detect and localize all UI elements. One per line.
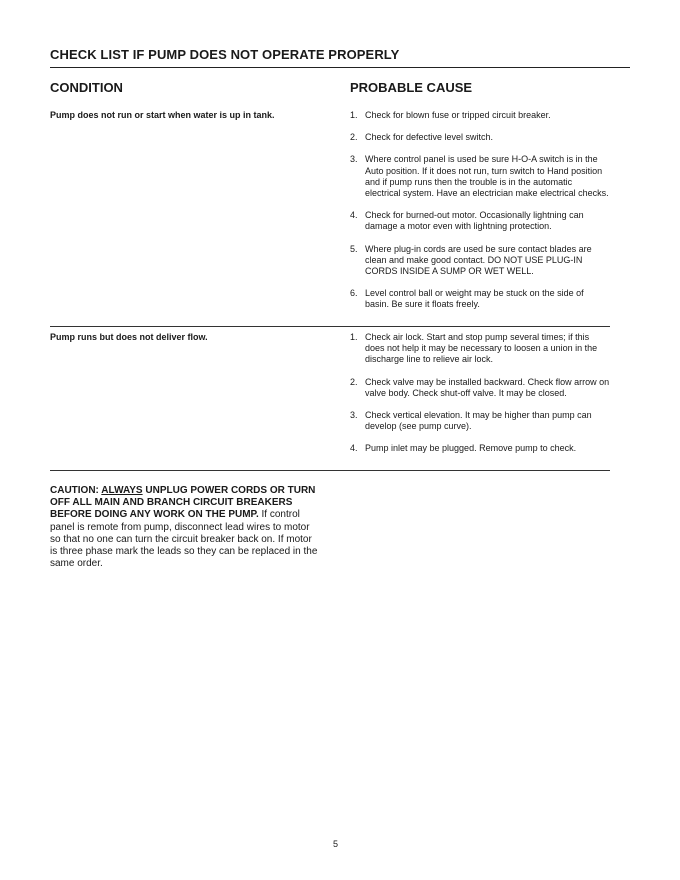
cause-number: 3.: [350, 410, 358, 421]
cause-item: [350, 288, 610, 310]
cause-item: [350, 443, 610, 454]
cause-item: [350, 132, 610, 143]
cause-number: 6.: [350, 288, 358, 299]
caution-notice: [50, 485, 320, 570]
caution-label: CAUTION:: [50, 485, 102, 496]
page-number: 5: [333, 839, 339, 849]
cause-number: 5.: [350, 243, 358, 254]
cause-item: [350, 377, 610, 399]
cause-item: [350, 154, 610, 199]
section-divider: [50, 470, 610, 471]
probable-cause-list: [350, 332, 610, 466]
section-divider: [50, 326, 610, 327]
column-header-probable-cause: PROBABLE CAUSE: [350, 80, 473, 95]
cause-text: Check for defective level switch.: [365, 132, 494, 143]
cause-text: Check for blown fuse or tripped circuit breaker.: [365, 110, 551, 120]
cause-text: Where plug-in cords are used be sure contact blades are clean and make good contact. DO NOT USE PLUG-IN CORDS INSIDE A SUMP OR WET WELL.: [365, 243, 592, 277]
cause-number: 4.: [350, 210, 358, 221]
cause-number: 2.: [350, 132, 358, 143]
cause-text: Check valve may be installed backward. Check flow arrow on valve body. Check shut-off valve. It may be closed.: [365, 376, 610, 398]
cause-number: 4.: [350, 443, 358, 454]
cause-text: Level control ball or weight may be stuck on the side of basin. Be sure it floats freely.: [365, 288, 584, 310]
caution-emphasis: ALWAYS: [101, 485, 143, 496]
cause-text: Pump inlet may be plugged. Remove pump to check.: [365, 443, 577, 454]
cause-item: [350, 410, 610, 432]
cause-text: Check air lock. Start and stop pump several times; if this does not help it may be necessary to loosen a union in the discharge line to relieve air lock.: [365, 332, 598, 365]
caution-bold-text: UNPLUG POWER CORDS OR TURN OFF ALL MAIN AND BRANCH CIRCUIT BREAKERS BEFORE DOING ANY WORK ON THE PUMP.: [50, 485, 316, 521]
cause-text: Where control panel is used be sure H-O-A switch is in the Auto position. If it does not run, turn switch to Hand position and if pump runs then the trouble is in the automatic electrical system. Have an electrician make electrical checks.: [365, 154, 609, 199]
title-divider: [50, 67, 630, 68]
document-page: [50, 0, 630, 880]
probable-cause-list: [350, 110, 610, 322]
cause-item: [350, 210, 610, 232]
cause-item: [350, 110, 610, 121]
caution-body-text: If control panel is remote from pump, disconnect lead wires to motor so that no one can turn the circuit breaker back on. If motor is three phase mark the leads so they can be replaced in the same order.: [50, 509, 318, 570]
cause-number: 1.: [350, 110, 358, 120]
condition-text: Pump runs but does not deliver flow.: [50, 332, 208, 342]
column-header-condition: CONDITION: [50, 80, 123, 95]
cause-item: [350, 244, 610, 278]
cause-text: Check vertical elevation. It may be higher than pump can develop (see pump curve).: [365, 410, 592, 432]
condition-text: Pump does not run or start when water is up in tank.: [50, 110, 275, 120]
page-title: CHECK LIST IF PUMP DOES NOT OPERATE PROPERLY: [50, 47, 400, 62]
cause-text: Check for burned-out motor. Occasionally lightning can damage a motor even with lightning protection.: [365, 210, 584, 232]
cause-item: [350, 332, 610, 366]
cause-number: 2.: [350, 376, 358, 387]
cause-number: 1.: [350, 332, 358, 342]
cause-number: 3.: [350, 154, 358, 165]
